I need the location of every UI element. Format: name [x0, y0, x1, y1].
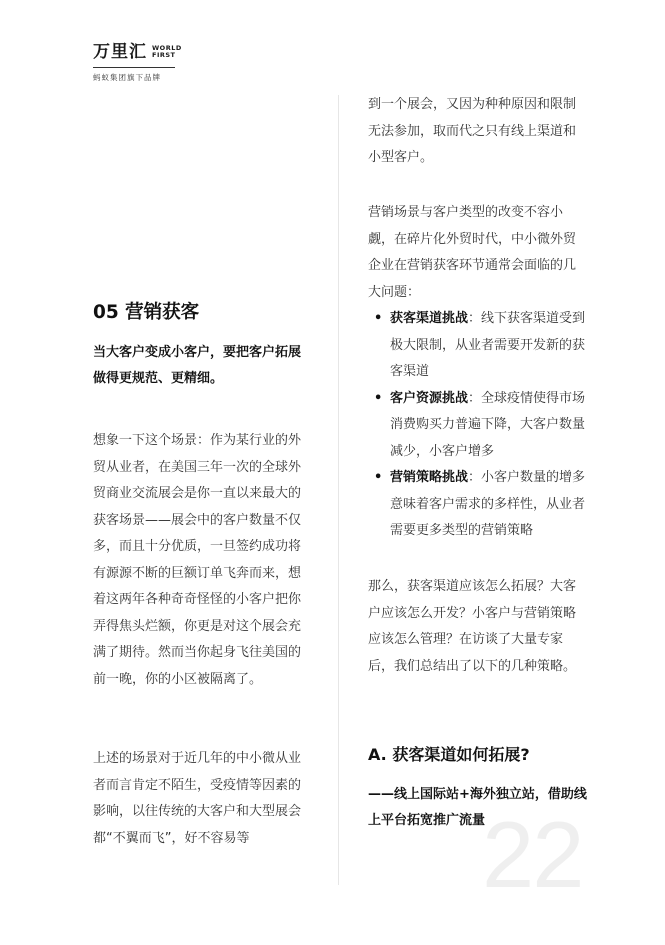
list-item: [368, 465, 588, 545]
list-item-term: 获客渠道挑战: [390, 311, 469, 326]
right-paragraph-1: 到一个展会，又因为种种原因和限制无法参加，取而代之只有线上渠道和小型客户。: [368, 97, 577, 165]
right-paragraph-2: 营销场景与客户类型的改变不容小觑，在碎片化外贸时代，中小微外贸企业在营销获客环节通常会面临的几大问题：: [368, 205, 577, 300]
left-paragraph-2: 上述的场景对于近几年的中小微从业者而言肯定不陌生，受疫情等因素的影响，以往传统的大客户和大型展会都“不翼而飞”，好不容易等: [93, 751, 302, 846]
section-lead: 当大客户变成小客户，要把客户拓展做得更规范、更精细。: [93, 345, 302, 386]
list-item-text: ：全球疫情使得市场消费购买力普遍下降，大客户数量减少，小客户增多: [390, 390, 586, 459]
challenge-list: [368, 306, 588, 545]
page-number: 22: [482, 802, 583, 907]
logo-divider: [93, 67, 175, 68]
list-item-text: ：小客户数量的增多意味着客户需求的多样性，从业者需要更多类型的营销策略: [390, 470, 586, 538]
brand-logo: [93, 42, 182, 83]
left-paragraph-1: 想象一下这个场景：作为某行业的外贸从业者，在美国三年一次的全球外贸商业交流展会是你一直以来最大的获客场景——展会中的客户数量不仅多，而且十分优质，一旦签约成功将有源源不断的巨额订单飞奔而来，想着这两年各种奇奇怪怪的小客户把你弄得焦头烂额，你更是对这个展会充满了期待。然而当你起身飞往美国的前一晚，你的小区被隔离了。: [93, 433, 302, 687]
column-divider: [338, 95, 339, 885]
logo-tagline: 蚂蚁集团旗下品牌: [93, 73, 161, 82]
subsection-lead: ——线上国际站+海外独立站，借助线上平台拓宽推广流量: [368, 787, 587, 828]
list-item-text: ：线下获客渠道受到极大限制，从业者需要开发新的获客渠道: [390, 311, 586, 379]
list-item: [368, 386, 588, 466]
logo-chinese-name: 万里汇: [93, 42, 147, 62]
list-item-term: 客户资源挑战: [390, 390, 469, 406]
list-item: [368, 306, 588, 386]
subsection-title: A. 获客渠道如何拓展?: [368, 745, 530, 764]
logo-english-name: WORLD FIRST: [152, 44, 182, 59]
right-paragraph-3: 那么，获客渠道应该怎么拓展？大客户应该怎么开发？小客户与营销策略应该怎么管理？在访谈了大量专家后，我们总结出了以下的几种策略。: [368, 579, 577, 674]
list-item-term: 营销策略挑战: [390, 470, 469, 485]
section-title: 05 营销获客: [93, 302, 200, 323]
